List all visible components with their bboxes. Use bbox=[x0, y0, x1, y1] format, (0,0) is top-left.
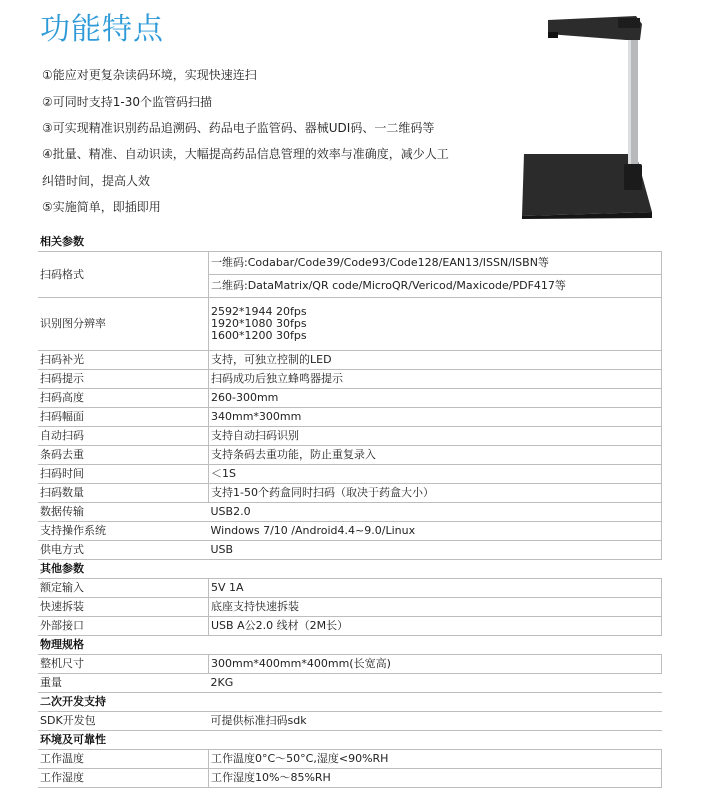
row-value bbox=[209, 252, 662, 298]
table-row bbox=[38, 617, 662, 636]
row-label: 供电方式 bbox=[38, 541, 209, 560]
table-row bbox=[38, 427, 662, 446]
row-label: 识别图分辨率 bbox=[38, 298, 209, 351]
row-label: SDK开发包 bbox=[38, 712, 209, 731]
table-row bbox=[38, 298, 662, 351]
section-row bbox=[38, 560, 662, 579]
row-value: 5V 1A bbox=[209, 579, 662, 598]
row-label: 扫码数量 bbox=[38, 484, 209, 503]
row-label: 整机尺寸 bbox=[38, 655, 209, 674]
table-row bbox=[38, 712, 662, 731]
row-value: 支持自动扫码识别 bbox=[209, 427, 662, 446]
row-label: 外部接口 bbox=[38, 617, 209, 636]
feature-5: ⑤实施简单，即插即用 bbox=[42, 200, 161, 214]
row-value: 可提供标准扫码sdk bbox=[209, 712, 662, 731]
row-label: 数据传输 bbox=[38, 503, 209, 522]
feature-3: ③可实现精准识别药品追溯码、药品电子监管码、器械UDI码、一二维码等 bbox=[42, 121, 435, 135]
row-value: 2KG bbox=[209, 674, 662, 693]
table-row bbox=[38, 252, 662, 298]
resolution-line: 1600*1200 30fps bbox=[211, 329, 307, 342]
row-value: 支持1-50个药盒同时扫码（取决于药盒大小） bbox=[209, 484, 662, 503]
feature-4: ④批量、精准、自动识读，大幅提高药品信息管理的效率与准确度，减少人工 bbox=[42, 147, 449, 161]
row-label: 扫码时间 bbox=[38, 465, 209, 484]
section-row bbox=[38, 693, 662, 712]
feature-1: ①能应对更复杂读码环境，实现快速连扫 bbox=[42, 68, 257, 82]
row-value: 340mm*300mm bbox=[209, 408, 662, 427]
resolution-line: 2592*1944 20fps bbox=[211, 305, 307, 318]
page-title: 功能特点 bbox=[40, 12, 164, 47]
row-label: 工作温度 bbox=[38, 750, 209, 769]
section-physical: 物理规格 bbox=[38, 636, 662, 655]
row-value: 工作湿度10%～85%RH bbox=[209, 769, 662, 788]
section-dev-support: 二次开发支持 bbox=[38, 693, 662, 712]
table-row bbox=[38, 351, 662, 370]
row-value: USB A公2.0 线材（2M长） bbox=[209, 617, 662, 636]
row-label: 扫码高度 bbox=[38, 389, 209, 408]
spec-table bbox=[38, 233, 662, 788]
row-label: 条码去重 bbox=[38, 446, 209, 465]
row-label: 额定输入 bbox=[38, 579, 209, 598]
scan-format-2d: 二维码:DataMatrix/QR code/MicroQR/Vericod/Maxicode/PDF417等 bbox=[211, 279, 566, 292]
row-value: 底座支持快速拆装 bbox=[209, 598, 662, 617]
row-value: 扫码成功后独立蜂鸣器提示 bbox=[209, 370, 662, 389]
row-label: 扫码幅面 bbox=[38, 408, 209, 427]
table-row bbox=[38, 484, 662, 503]
row-value: 工作温度0°C～50°C,湿度<90%RH bbox=[209, 750, 662, 769]
section-environment: 环境及可靠性 bbox=[38, 731, 662, 750]
feature-2: ②可同时支持1-30个监管码扫描 bbox=[42, 95, 212, 109]
row-label: 扫码补光 bbox=[38, 351, 209, 370]
section-row bbox=[38, 233, 662, 252]
row-value bbox=[209, 298, 662, 351]
row-label: 重量 bbox=[38, 674, 209, 693]
row-label: 快速拆装 bbox=[38, 598, 209, 617]
row-value: 支持条码去重功能，防止重复录入 bbox=[209, 446, 662, 465]
table-row bbox=[38, 579, 662, 598]
row-value: USB bbox=[209, 541, 662, 560]
table-row bbox=[38, 655, 662, 674]
table-row bbox=[38, 674, 662, 693]
table-row bbox=[38, 769, 662, 788]
feature-4-cont: 纠错时间，提高人效 bbox=[42, 174, 151, 188]
row-label: 工作湿度 bbox=[38, 769, 209, 788]
section-related-params: 相关参数 bbox=[38, 233, 662, 252]
table-row bbox=[38, 408, 662, 427]
row-value: Windows 7/10 /Android4.4~9.0/Linux bbox=[209, 522, 662, 541]
table-row bbox=[38, 503, 662, 522]
scanner-product-image bbox=[518, 14, 658, 219]
section-row bbox=[38, 636, 662, 655]
table-row bbox=[38, 541, 662, 560]
row-label: 自动扫码 bbox=[38, 427, 209, 446]
table-row bbox=[38, 389, 662, 408]
section-other-params: 其他参数 bbox=[38, 560, 662, 579]
scan-format-1d: 一维码:Codabar/Code39/Code93/Code128/EAN13/ISSN/ISBN等 bbox=[209, 252, 661, 275]
resolution-line: 1920*1080 30fps bbox=[211, 317, 307, 330]
table-row bbox=[38, 370, 662, 389]
table-row bbox=[38, 465, 662, 484]
table-row bbox=[38, 750, 662, 769]
row-value: 300mm*400mm*400mm(长宽高) bbox=[209, 655, 662, 674]
table-row bbox=[38, 522, 662, 541]
row-label: 扫码提示 bbox=[38, 370, 209, 389]
row-value: 支持，可独立控制的LED bbox=[209, 351, 662, 370]
row-value: USB2.0 bbox=[209, 503, 662, 522]
row-label: 扫码格式 bbox=[38, 252, 209, 298]
section-row bbox=[38, 731, 662, 750]
row-label: 支持操作系统 bbox=[38, 522, 209, 541]
table-row bbox=[38, 598, 662, 617]
table-row bbox=[38, 446, 662, 465]
row-value: 260-300mm bbox=[209, 389, 662, 408]
row-value: ＜1S bbox=[209, 465, 662, 484]
